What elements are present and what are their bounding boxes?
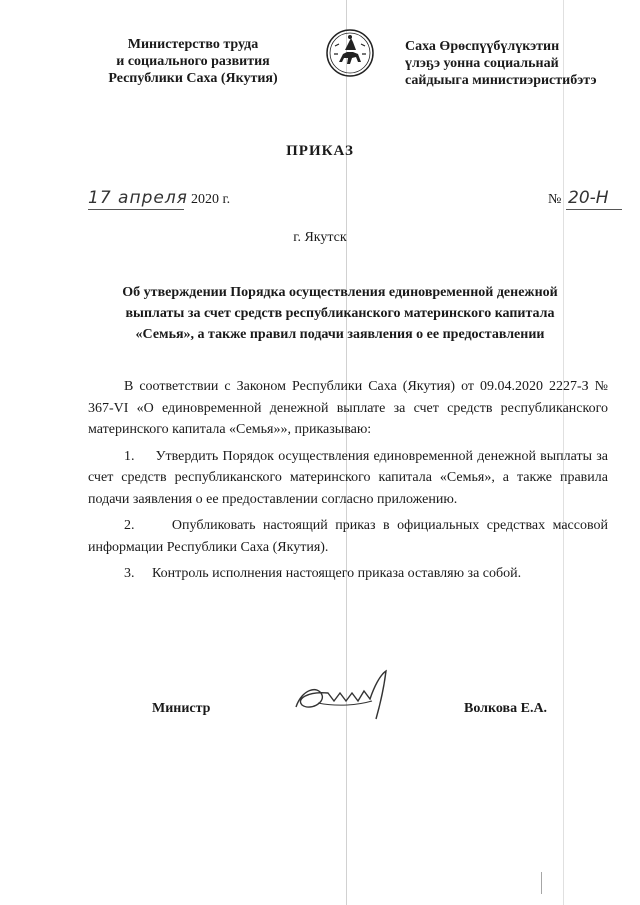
signatory-name: Волкова Е.А. <box>464 701 548 716</box>
order-item: 1. Утвердить Порядок осуществления единовременной денежной выплаты за счет средств республиканского материнского капитала «Семья», а также правила подачи заявления о ее предоставлении согласно приложению. <box>88 448 608 507</box>
signatory-position: Министр <box>152 701 211 716</box>
document-title: ПРИКАЗ <box>286 143 354 159</box>
header-right-line: үлэҕэ уонна социальнай <box>405 56 559 71</box>
subject-line: Об утверждении Порядка осуществления единовременной денежной <box>122 285 558 300</box>
number-sign: № <box>548 192 562 207</box>
handwritten-signature <box>288 667 408 727</box>
ministry-name-russian <box>88 36 298 87</box>
header-left-line: и социального развития <box>116 54 270 69</box>
header-right-line: сайдыыга министиэристибэтэ <box>405 73 597 88</box>
order-item: 3. Контроль исполнения настоящего приказа оставляю за собой. <box>124 566 522 581</box>
order-item: 2. Опубликовать настоящий приказ в официальных средствах массовой информации Республики Саха (Якутия). <box>88 518 608 555</box>
handwritten-date: 17 апреля <box>88 188 188 208</box>
handwritten-order-number: 20-Н <box>568 188 609 208</box>
order-subject <box>100 282 580 345</box>
signature-block <box>88 695 608 735</box>
sakha-republic-emblem-icon <box>325 28 375 78</box>
date-year: 2020 г. <box>191 192 231 207</box>
city-line: г. Якутск <box>293 230 347 245</box>
date-number-row <box>88 190 628 216</box>
header-left-line: Республики Саха (Якутия) <box>108 71 278 86</box>
number-underline <box>566 209 622 210</box>
subject-line: выплаты за счет средств республиканского материнского капитала <box>125 306 555 321</box>
order-body <box>88 376 608 590</box>
header-left-line: Министерство труда <box>127 37 259 52</box>
subject-line: «Семья», а также правил подачи заявления о ее предоставлении <box>135 327 545 342</box>
date-underline <box>88 209 184 210</box>
preamble-paragraph: В соответствии с Законом Республики Саха (Якутия) от 09.04.2020 2227-З № 367-VI «О единовременной денежной выплате за счет средств республиканского материнского капитала «Семья»», приказываю: <box>88 379 608 437</box>
ministry-name-yakut <box>405 38 627 89</box>
header-right-line: Саха Өрөспүүбүлүкэтин <box>405 39 560 54</box>
scan-artifact-mark <box>541 872 554 894</box>
